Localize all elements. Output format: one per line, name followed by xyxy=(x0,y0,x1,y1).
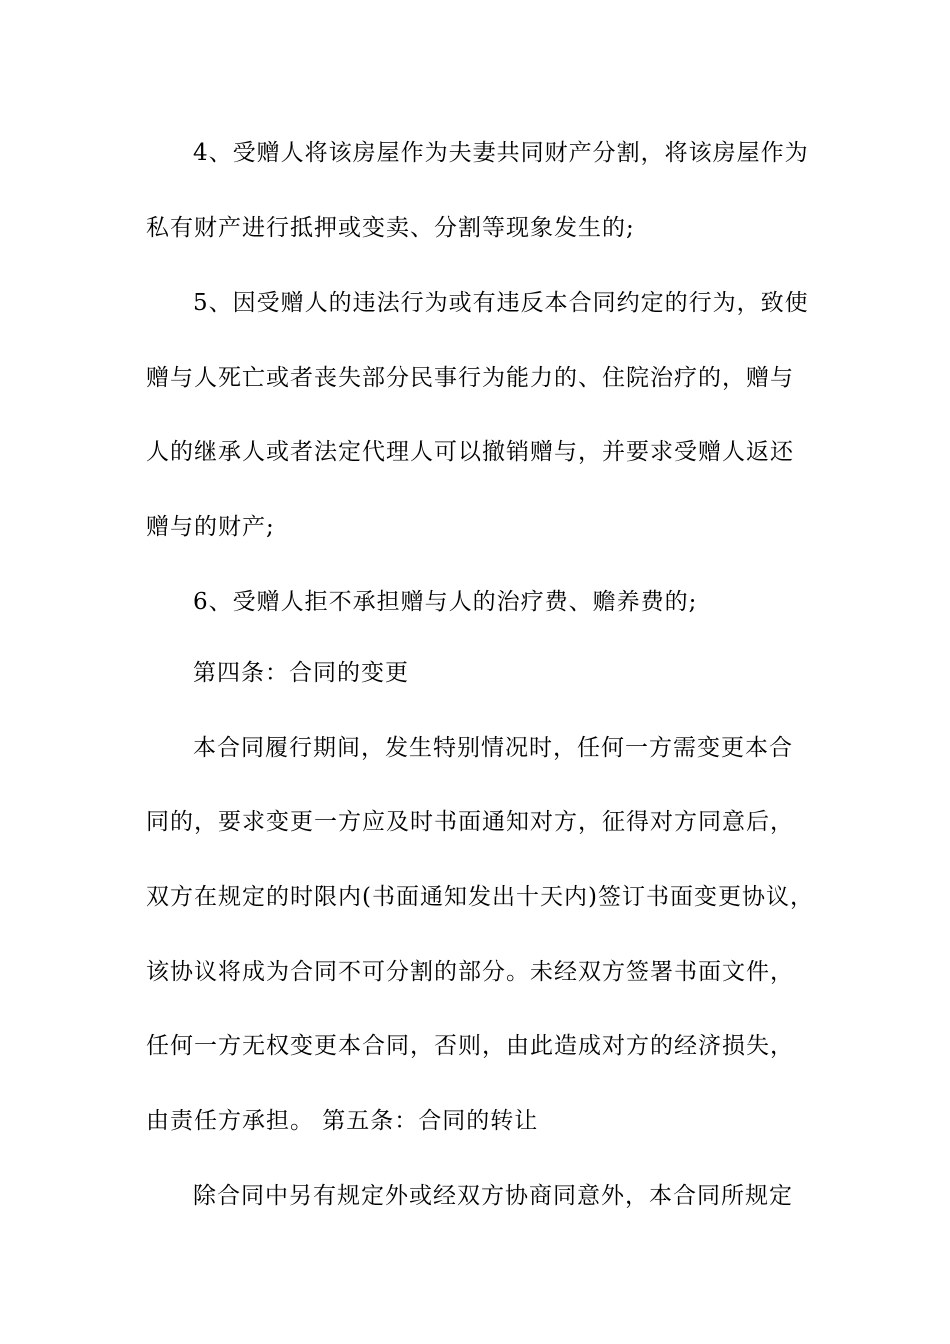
paragraph-text: 双方在规定的时限内(书面通知发出十天内)签订书面变更协议， xyxy=(146,884,814,910)
paragraph-text: 赠与的财产; xyxy=(146,514,275,540)
paragraph-text: 同的，要求变更一方应及时书面通知对方，征得对方同意后， xyxy=(146,809,794,835)
text-line xyxy=(0,283,950,323)
paragraph-text: 由责任方承担。 第五条：合同的转让 xyxy=(146,1108,539,1134)
text-line xyxy=(0,582,950,622)
text-line xyxy=(0,1176,950,1216)
paragraph-text: 私有财产进行抵押或变卖、分割等现象发生的; xyxy=(146,215,635,241)
text-line xyxy=(0,802,950,842)
paragraph-text: 6、受赠人拒不承担赠与人的治疗费、赡养费的; xyxy=(193,589,698,615)
paragraph-text: 人的继承人或者法定代理人可以撤销赠与，并要求受赠人返还 xyxy=(146,439,794,465)
paragraph-text: 任何一方无权变更本合同，否则，由此造成对方的经济损失， xyxy=(146,1033,794,1059)
text-line xyxy=(0,653,950,693)
text-line xyxy=(0,358,950,398)
paragraph-text: 该协议将成为合同不可分割的部分。未经双方签署书面文件， xyxy=(146,959,794,985)
section-heading: 第四条：合同的变更 xyxy=(193,660,409,686)
paragraph-text: 本合同履行期间，发生特别情况时，任何一方需变更本合 xyxy=(193,735,793,761)
paragraph-text: 除合同中另有规定外或经双方协商同意外，本合同所规定 xyxy=(193,1183,793,1209)
text-line xyxy=(0,952,950,992)
text-line xyxy=(0,133,950,173)
paragraph-text: 4、受赠人将该房屋作为夫妻共同财产分割，将该房屋作为 xyxy=(193,140,809,166)
text-line xyxy=(0,507,950,547)
paragraph-text: 赠与人死亡或者丧失部分民事行为能力的、住院治疗的，赠与 xyxy=(146,365,794,391)
text-line xyxy=(0,877,950,917)
text-line xyxy=(0,1026,950,1066)
text-line xyxy=(0,728,950,768)
text-line xyxy=(0,1101,950,1141)
paragraph-text: 5、因受赠人的违法行为或有违反本合同约定的行为，致使 xyxy=(193,290,809,316)
text-line xyxy=(0,208,950,248)
text-line xyxy=(0,432,950,472)
